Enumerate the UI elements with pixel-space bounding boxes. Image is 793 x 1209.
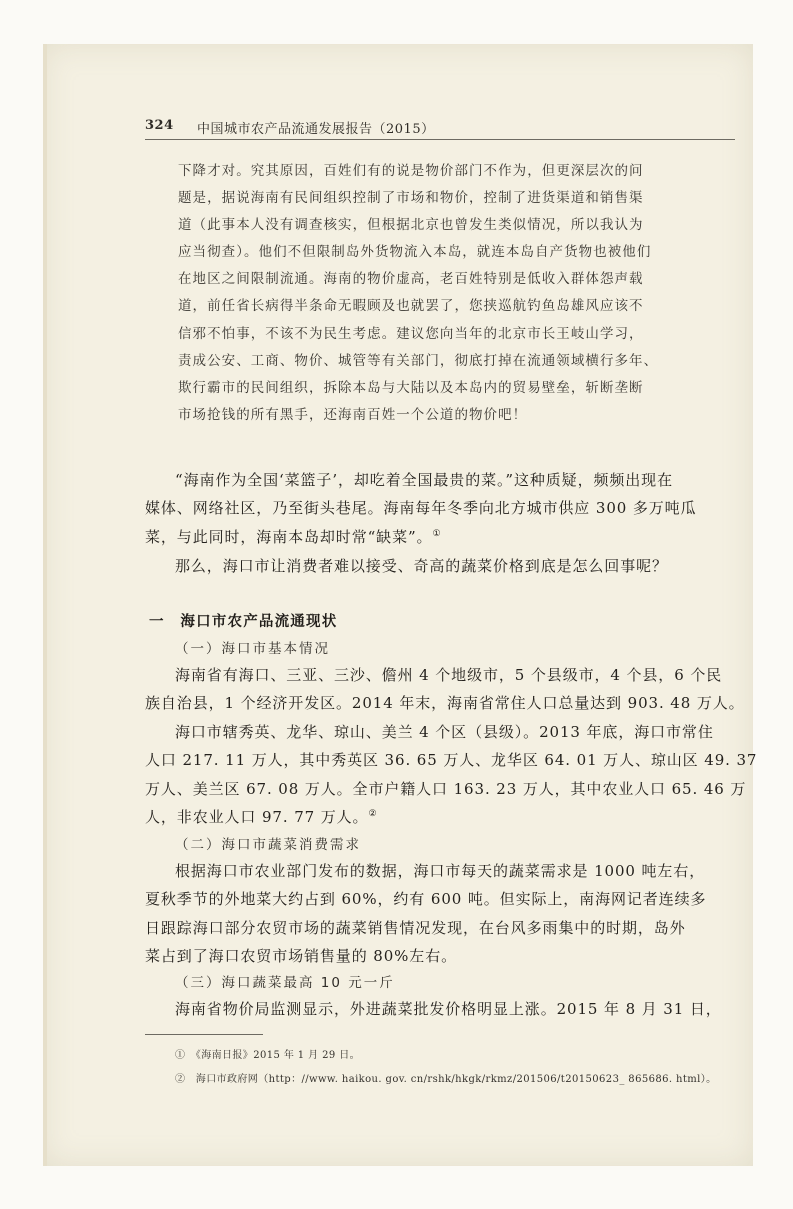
paragraph-line: 媒体、网络社区，乃至街头巷尾。海南每年冬季向北方城市供应 300 多万吨瓜 <box>145 499 697 518</box>
paragraph-line-text: 菜，与此同时，海南本岛却时常“缺菜”。 <box>145 527 433 546</box>
footnote-marker-1: ① <box>432 528 442 539</box>
quote-line: 下降才对。究其原因，百姓们有的说是物价部门不作为，但更深层次的问 <box>178 163 644 179</box>
page-edge <box>43 44 47 1166</box>
section-heading: 一 海口市农产品流通现状 <box>149 614 338 630</box>
quote-line: 应当彻查）。他们不但限制岛外货物流入本岛，就连本岛自产货物也被他们 <box>178 244 652 261</box>
quote-line: 道，前任省长病得半条命无暇顾及也就罢了，您挟巡航钓鱼岛雄风应该不 <box>178 298 644 315</box>
subsection-heading-1: （一）海口市基本情况 <box>175 641 330 657</box>
population-paragraph <box>145 718 758 831</box>
paragraph-line: 夏秋季节的外地菜大约占到 60%，约有 600 吨。但实际上，南海网记者连续多 <box>145 890 707 909</box>
footnote-2: ② 海口市政府网（http：//www. haikou. gov. cn/rshk/hkgk/rkmz/201506/t20150623_ 865686. html）。 <box>175 1074 717 1085</box>
header-rule <box>145 139 735 140</box>
subsection-heading-3: （三）海口蔬菜最高 10 元一斤 <box>175 975 395 991</box>
intro-paragraph <box>145 466 737 551</box>
quote-line: 信邪不怕事，不该不为民生考虑。建议您向当年的北京市长王岐山学习， <box>178 325 644 342</box>
paragraph-line: 海南省有海口、三亚、三沙、儋州 4 个地级市，5 个县级市，4 个县，6 个民 <box>175 666 723 684</box>
quote-line: 欺行霸市的民间组织，拆除本岛与大陆以及本岛内的贸易壁垒，斩断垄断 <box>178 379 644 396</box>
paragraph-line: 海南省物价局监测显示，外进蔬菜批发价格明显上涨。2015 年 8 月 31 日， <box>175 1000 722 1018</box>
demand-paragraph <box>145 857 737 970</box>
quote-line: 责成公安、工商、物价、城管等有关部门，彻底打掉在流通领域横行多年、 <box>178 352 659 369</box>
paragraph-line: 海口市辖秀英、龙华、琼山、美兰 4 个区（县级）。2013 年底，海口市常住 <box>175 723 714 741</box>
paragraph-line <box>145 803 737 831</box>
price-paragraph <box>145 995 737 1023</box>
book-title: 中国城市农产品流通发展报告（2015） <box>197 122 435 137</box>
paragraph-line: 人口 217. 11 万人，其中秀英区 36. 65 万人、龙华区 64. 01 万人、琼山区 49. 37 <box>145 751 758 770</box>
quote-line: 题是，据说海南有民间组织控制了市场和物价，控制了进货渠道和销售渠 <box>178 190 644 207</box>
footnote-marker-2: ② <box>368 808 378 819</box>
paragraph-line: 根据海口市农业部门发布的数据，海口市每天的蔬菜需求是 1000 吨左右， <box>175 862 706 880</box>
quote-line: 市场抢钱的所有黑手，还海南百姓一个公道的物价吧！ <box>178 406 528 423</box>
footnote-1: ① 《海南日报》2015 年 1 月 29 日。 <box>175 1050 361 1061</box>
subsection-heading-2: （二）海口市蔬菜消费需求 <box>175 837 361 853</box>
paragraph-line <box>145 523 737 551</box>
paragraph-line: 日跟踪海口部分农贸市场的蔬菜销售情况发现，在台风多雨集中的时期，岛外 <box>145 918 686 937</box>
question-paragraph <box>145 552 737 580</box>
quoted-letter <box>178 158 736 429</box>
running-header <box>145 116 735 140</box>
quote-line: 在地区之间限制流通。海南的物价虚高，老百姓特别是低收入群体怨声载 <box>178 271 644 288</box>
paragraph-line: “海南作为全国‘菜篮子’，却吃着全国最贵的菜。”这种质疑，频频出现在 <box>175 471 673 489</box>
paragraph-line: 万人、美兰区 67. 08 万人。全市户籍人口 163. 23 万人，其中农业人口 65. 46 万 <box>145 779 747 798</box>
quote-line: 道（此事本人没有调查核实，但根据北京也曾发生类似情况，所以我认为 <box>178 217 644 234</box>
paragraph-line: 那么，海口市让消费者难以接受、奇高的蔬菜价格到底是怎么回事呢？ <box>175 557 668 575</box>
paragraph-line: 族自治县，1 个经济开发区。2014 年末，海南省常住人口总量达到 903. 48 万人。 <box>145 694 745 713</box>
paragraph-line: 菜占到了海口农贸市场销售量的 80%左右。 <box>145 946 458 965</box>
basic-info-paragraph <box>145 661 745 718</box>
footnote-rule <box>145 1034 263 1035</box>
page-number: 324 <box>145 118 174 133</box>
paragraph-line-text: 人，非农业人口 97. 77 万人。 <box>145 807 369 826</box>
